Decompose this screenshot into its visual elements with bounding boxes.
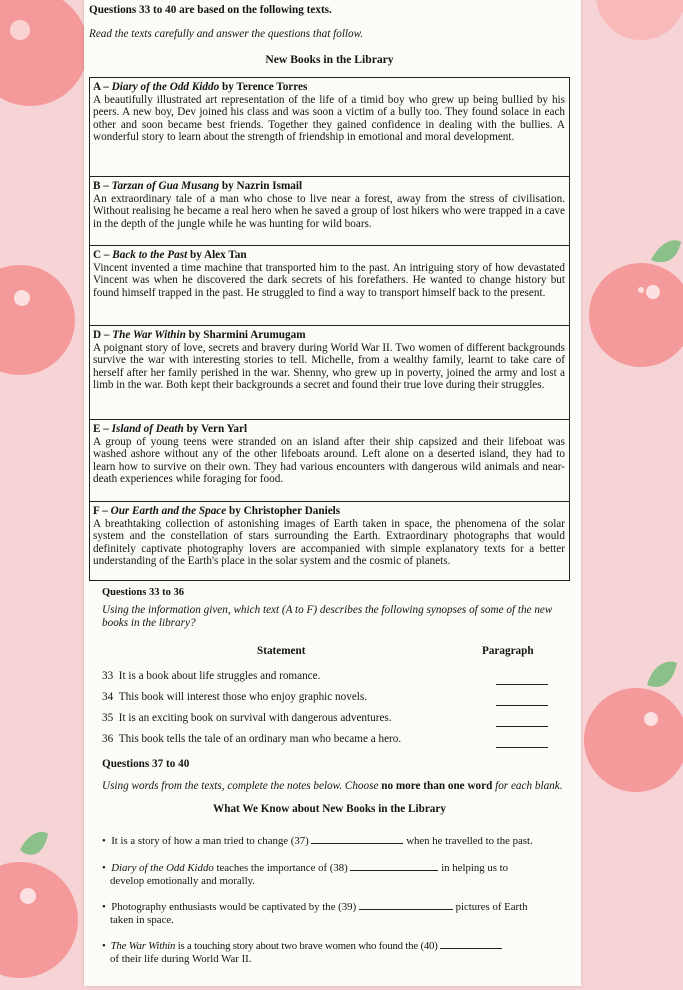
note-40: • The War Within is a touching story about two brave women who found the (40) xyxy=(102,940,572,953)
q33-36-instruction: Using the information given, which text (A to F) describes the following synopses of some of the new books in the library? xyxy=(102,604,553,630)
book-c: C – Back to the Past by Alex Tan Vincent invented a time machine that transported him to the past. An intriguing story of how devastated Vincent was when he discovered the dark secrets of his forefathers. He wanted to change history but found himself trapped in the past. He struggled to find a way to transport himself back to the present. xyxy=(90,246,569,326)
answer-blank-39[interactable] xyxy=(359,908,453,910)
answer-blank-37[interactable] xyxy=(311,842,403,844)
q37-40-heading: Questions 37 to 40 xyxy=(102,758,190,770)
answer-blank-38[interactable] xyxy=(350,869,438,871)
statement-33: 33 It is a book about life struggles and romance. xyxy=(102,670,321,682)
section-heading: New Books in the Library xyxy=(265,53,394,66)
peach-decoration-top-left xyxy=(0,0,84,120)
answer-blank-36[interactable] xyxy=(496,746,548,748)
col-paragraph: Paragraph xyxy=(482,645,534,657)
peach-decoration-lower-right xyxy=(581,645,683,795)
books-box xyxy=(89,77,570,581)
peach-decoration-top-right xyxy=(581,0,683,60)
answer-blank-40[interactable] xyxy=(440,947,502,949)
col-statement: Statement xyxy=(257,645,306,657)
q33-36-heading: Questions 33 to 36 xyxy=(102,587,184,598)
q37-40-instruction: Using words from the texts, complete the notes below. Choose no more than one word for each blank. xyxy=(102,780,563,792)
note-40-line-2: of their life during World War II. xyxy=(110,953,252,965)
note-39-line-2: taken in space. xyxy=(110,914,174,926)
note-38-line-2: develop emotionally and morally. xyxy=(110,875,256,887)
book-d: D – The War Within by Sharmini Arumugam A poignant story of love, secrets and bravery during World War II. Two women of different backgrounds survive the war with interesting stories to tell. Michelle, from a wealthy family, learnt to take care of herself after her family perished in the war. Shenny, who grew up in poverty, joined the army and lost a limb in the war. Both kept their backgrounds a secret and found their true love during their struggles. xyxy=(90,326,569,420)
answer-blank-35[interactable] xyxy=(496,725,548,727)
peach-decoration-lower-left xyxy=(0,820,84,990)
book-d-text: A poignant story of love, secrets and bravery during World War II. Two women of different backgrounds survive the war with interesting stories to tell. Michelle, from a wealthy family, learnt to take care of herself after her family perished in the war. Shenny, who grew up in poverty, joined the army and lost a limb in the war. Both kept their backgrounds a secret and found their true love during their struggles. xyxy=(93,341,565,392)
book-c-text: Vincent invented a time machine that transported him to the past. An intriguing story of how devastated Vincent was when he discovered the dark secrets of his forefathers. He wanted to change history but found himself trapped in the past. He struggled to find a way to transport himself back to the present. xyxy=(93,261,565,299)
intro-line-2: Read the texts carefully and answer the questions that follow. xyxy=(89,28,364,40)
peach-decoration-mid-left xyxy=(0,250,84,390)
note-39: • Photography enthusiasts would be captivated by the (39) pictures of Earth xyxy=(102,901,528,913)
peach-decoration-mid-right xyxy=(581,230,683,370)
statement-35: 35 It is an exciting book on survival with dangerous adventures. xyxy=(102,712,392,724)
statement-34: 34 This book will interest those who enjoy graphic novels. xyxy=(102,691,368,703)
book-b: B – Tarzan of Gua Musang by Nazrin Ismail An extraordinary tale of a man who chose to live near a forest, away from the stress of civilisation. Without realising he became a real hero when he saved a group of lost hikers who were trapped in a cave in the depth of the jungle while he was hunting for wild boars. xyxy=(90,177,569,246)
answer-blank-33[interactable] xyxy=(496,683,548,685)
book-e: E – Island of Death by Vern Yarl A group of young teens were stranded on an island after their ship capsized and their lifeboat was washed ashore without any of the other lifeboats around. Left alone on a deserted island, they had to learn how to survive on their own. They had various encounters with dangerous wild animals and near-death experiences while foraging for food. xyxy=(90,420,569,502)
book-f: F – Our Earth and the Space by Christopher Daniels A breathtaking collection of astonishing images of Earth taken in space, the phenomena of the solar system and the constellation of stars surrounding the Earth. Extraordinary photographs that would definitely captivate photography lovers are accompanied with simple explanatory texts for a better understanding of the Earth's place in the solar system and the cosmic of planets. xyxy=(93,505,565,568)
note-37: • It is a story of how a man tried to change (37) when he travelled to the past. xyxy=(102,835,533,847)
notes-title: What We Know about New Books in the Library xyxy=(213,803,446,815)
book-a: A – Diary of the Odd Kiddo by Terence Torres A beautifully illustrated art representation of the life of a timid boy who grew up being bullied by his peers. A new boy, Dev joined his class and was soon a victim of a bully too. They found solace in each other and soon became best friends. Together they gained confidence in dealing with the bullies. A wonderful story to learn about the strength of friendship in emotional and moral development. xyxy=(90,78,569,177)
note-38: • Diary of the Odd Kiddo teaches the importance of (38) in helping us to xyxy=(102,862,509,874)
book-e-text: A group of young teens were stranded on an island after their ship capsized and their lifeboat was washed ashore without any of the other lifeboats around. Left alone on a deserted island, they had to learn how to survive on their own. They had various encounters with dangerous wild animals and near-death experiences while foraging for food. xyxy=(93,435,565,486)
book-f-text: A breathtaking collection of astonishing images of Earth taken in space, the phenomena of the solar system and the constellation of stars surrounding the Earth. Extraordinary photographs that would definitely captivate photography lovers are accompanied with simple explanatory texts for a better understanding of the Earth's place in the solar system and the cosmic of planets. xyxy=(93,517,565,568)
answer-blank-34[interactable] xyxy=(496,704,548,706)
book-a-text: A beautifully illustrated art representation of the life of a timid boy who grew up being bullied by his peers. A new boy, Dev joined his class and was soon a victim of a bully too. They found solace in each other and soon became best friends. Together they gained confidence in dealing with the bullies. A wonderful story to learn about the strength of friendship in emotional and moral development. xyxy=(93,93,565,144)
book-b-text: An extraordinary tale of a man who chose to live near a forest, away from the stress of civilisation. Without realising he became a real hero when he saved a group of lost hikers who were trapped in a cave in the depth of the jungle while he was hunting for wild boars. xyxy=(93,192,565,230)
statement-36: 36 This book tells the tale of an ordinary man who became a hero. xyxy=(102,733,402,745)
intro-line-1: Questions 33 to 40 are based on the following texts. xyxy=(89,4,332,16)
